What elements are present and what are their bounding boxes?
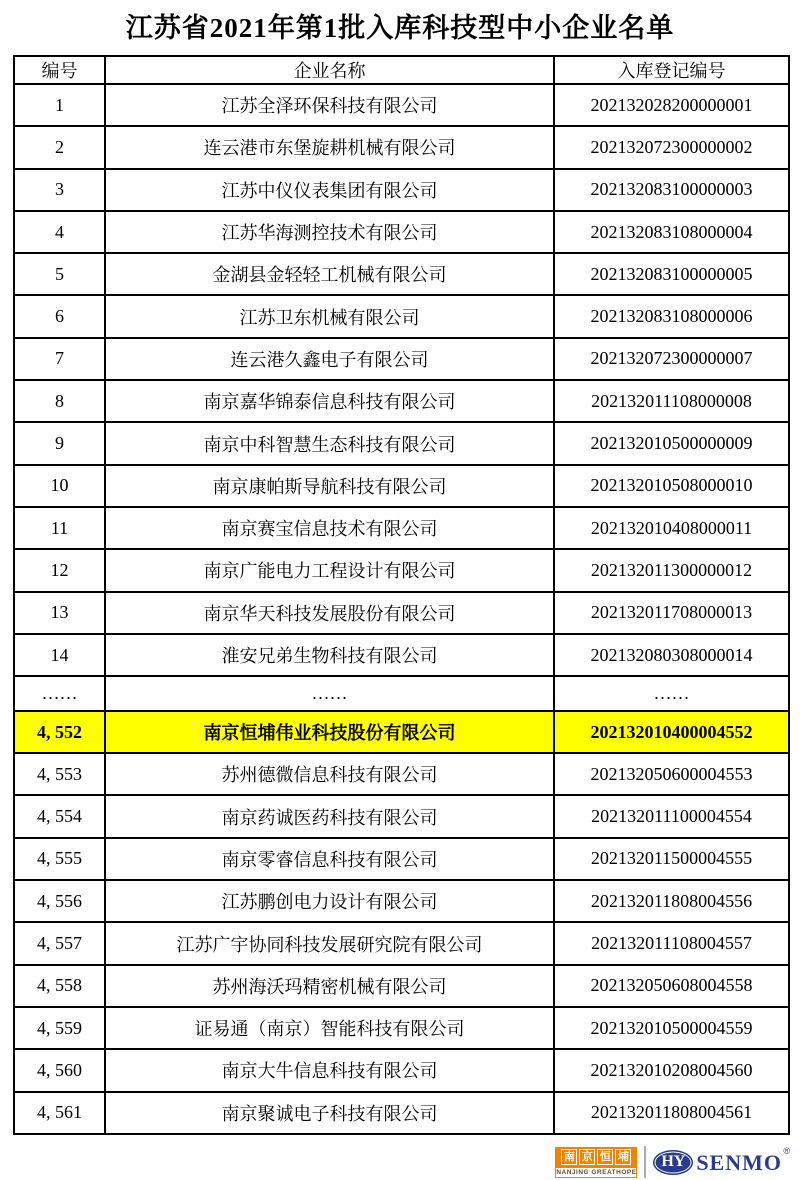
table-row	[14, 169, 789, 211]
cell-registration-number: 202132011108004557	[554, 922, 789, 964]
greathope-chinese-strip	[555, 1147, 637, 1168]
cell-company-name: 江苏华海测控技术有限公司	[105, 211, 554, 253]
cell-company-name: 南京零睿信息科技有限公司	[105, 838, 554, 880]
cell-company-name: 淮安兄弟生物科技有限公司	[105, 634, 554, 676]
cell-company-name: 连云港市东堡旋耕机械有限公司	[105, 126, 554, 168]
cell-registration-number: 202132011808004556	[554, 880, 789, 922]
cell-number: 8	[14, 380, 105, 422]
cell-registration-number: 202132010400004552	[554, 711, 789, 753]
cell-company-name: 南京康帕斯导航科技有限公司	[105, 465, 554, 507]
cell-company-name: 江苏鹏创电力设计有限公司	[105, 880, 554, 922]
cell-registration-number: 202132011108000008	[554, 380, 789, 422]
table-row	[14, 295, 789, 337]
table-row	[14, 211, 789, 253]
hy-text: HY	[661, 1153, 686, 1170]
cell-registration-number: 202132083108000004	[554, 211, 789, 253]
greathope-english-label: NANJING GREATHOPE	[556, 1168, 637, 1176]
cell-registration-number: 202132010508000010	[554, 465, 789, 507]
table-row	[14, 592, 789, 634]
table-row	[14, 1049, 789, 1091]
header-registration-number: 入库登记编号	[554, 56, 789, 84]
cell-company-name: 南京药诚医药科技有限公司	[105, 795, 554, 837]
table-row	[14, 507, 789, 549]
hy-ellipse-badge	[653, 1150, 693, 1175]
cell-number: 1	[14, 84, 105, 126]
header-company-name: 企业名称	[105, 56, 554, 84]
cell-number: 11	[14, 507, 105, 549]
table-row	[14, 549, 789, 591]
cell-number: 10	[14, 465, 105, 507]
cell-registration-number: 202132083100000005	[554, 253, 789, 295]
cell-number: ……	[14, 676, 105, 711]
cell-registration-number: 202132010500000009	[554, 422, 789, 464]
cell-company-name: 江苏卫东机械有限公司	[105, 295, 554, 337]
table-row	[14, 753, 789, 795]
cell-number: 4, 556	[14, 880, 105, 922]
cell-company-name: 苏州海沃玛精密机械有限公司	[105, 965, 554, 1007]
table-body	[14, 84, 789, 1134]
table-row	[14, 380, 789, 422]
cell-registration-number: 202132010408000011	[554, 507, 789, 549]
table-row	[14, 880, 789, 922]
greathope-char: 京	[579, 1149, 595, 1165]
table-row	[14, 126, 789, 168]
cell-number: 9	[14, 422, 105, 464]
cell-company-name: 南京华天科技发展股份有限公司	[105, 592, 554, 634]
table-row	[14, 84, 789, 126]
cell-number: 5	[14, 253, 105, 295]
cell-number: 7	[14, 338, 105, 380]
cell-company-name: 苏州德微信息科技有限公司	[105, 753, 554, 795]
greathope-char: 南	[561, 1149, 577, 1165]
cell-company-name: 南京广能电力工程设计有限公司	[105, 549, 554, 591]
nanjing-greathope-logo	[555, 1147, 637, 1178]
cell-number: 14	[14, 634, 105, 676]
cell-registration-number: 202132011708000013	[554, 592, 789, 634]
cell-registration-number: 202132011500004555	[554, 838, 789, 880]
cell-company-name: 江苏广宇协同科技发展研究院有限公司	[105, 922, 554, 964]
greathope-char: 埔	[615, 1149, 631, 1165]
cell-number: 3	[14, 169, 105, 211]
cell-registration-number: 202132028200000001	[554, 84, 789, 126]
cell-number: 4, 553	[14, 753, 105, 795]
cell-company-name: 南京赛宝信息技术有限公司	[105, 507, 554, 549]
table-row	[14, 711, 789, 753]
page-title: 江苏省2021年第1批入库科技型中小企业名单	[125, 13, 675, 43]
table-row	[14, 965, 789, 1007]
cell-company-name: ……	[105, 676, 554, 711]
cell-company-name: 南京大牛信息科技有限公司	[105, 1049, 554, 1091]
cell-number: 4, 559	[14, 1007, 105, 1049]
cell-number: 4, 558	[14, 965, 105, 1007]
cell-registration-number: 202132011300000012	[554, 549, 789, 591]
table-row	[14, 1092, 789, 1134]
cell-company-name: 连云港久鑫电子有限公司	[105, 338, 554, 380]
table-row	[14, 338, 789, 380]
table-row	[14, 922, 789, 964]
table-row	[14, 676, 789, 711]
cell-number: 13	[14, 592, 105, 634]
cell-company-name: 南京恒埔伟业科技股份有限公司	[105, 711, 554, 753]
cell-registration-number: 202132050600004553	[554, 753, 789, 795]
cell-company-name: 江苏中仪仪表集团有限公司	[105, 169, 554, 211]
logo-divider	[644, 1146, 646, 1178]
company-table	[13, 55, 790, 1135]
table-row	[14, 838, 789, 880]
table-row	[14, 634, 789, 676]
cell-number: 2	[14, 126, 105, 168]
senmo-wordmark: SENMO	[696, 1149, 782, 1175]
cell-company-name: 金湖县金轻轻工机械有限公司	[105, 253, 554, 295]
cell-number: 6	[14, 295, 105, 337]
table-row	[14, 465, 789, 507]
cell-number: 4, 561	[14, 1092, 105, 1134]
table-row	[14, 422, 789, 464]
cell-registration-number: 202132011100004554	[554, 795, 789, 837]
cell-registration-number: 202132010208004560	[554, 1049, 789, 1091]
table-row	[14, 253, 789, 295]
table-row	[14, 1007, 789, 1049]
cell-company-name: 南京中科智慧生态科技有限公司	[105, 422, 554, 464]
cell-registration-number: 202132080308000014	[554, 634, 789, 676]
table-header-row	[14, 56, 789, 84]
cell-registration-number: 202132083108000006	[554, 295, 789, 337]
hysenmo-logo	[653, 1145, 790, 1175]
cell-company-name: 南京聚诚电子科技有限公司	[105, 1092, 554, 1134]
registered-trademark-icon: ®	[783, 1145, 790, 1156]
cell-registration-number: 202132050608004558	[554, 965, 789, 1007]
cell-number: 4, 557	[14, 922, 105, 964]
cell-company-name: 证易通（南京）智能科技有限公司	[105, 1007, 554, 1049]
cell-number: 4	[14, 211, 105, 253]
footer-logos	[555, 1146, 790, 1178]
cell-registration-number: 202132072300000002	[554, 126, 789, 168]
cell-number: 4, 554	[14, 795, 105, 837]
cell-number: 4, 560	[14, 1049, 105, 1091]
header-number: 编号	[14, 56, 105, 84]
cell-number: 4, 555	[14, 838, 105, 880]
greathope-char: 恒	[597, 1149, 613, 1165]
cell-number: 4, 552	[14, 711, 105, 753]
cell-registration-number: ……	[554, 676, 789, 711]
cell-registration-number: 202132010500004559	[554, 1007, 789, 1049]
cell-registration-number: 202132072300000007	[554, 338, 789, 380]
cell-registration-number: 202132083100000003	[554, 169, 789, 211]
cell-number: 12	[14, 549, 105, 591]
cell-registration-number: 202132011808004561	[554, 1092, 789, 1134]
table-row	[14, 795, 789, 837]
cell-company-name: 江苏全泽环保科技有限公司	[105, 84, 554, 126]
cell-company-name: 南京嘉华锦泰信息科技有限公司	[105, 380, 554, 422]
